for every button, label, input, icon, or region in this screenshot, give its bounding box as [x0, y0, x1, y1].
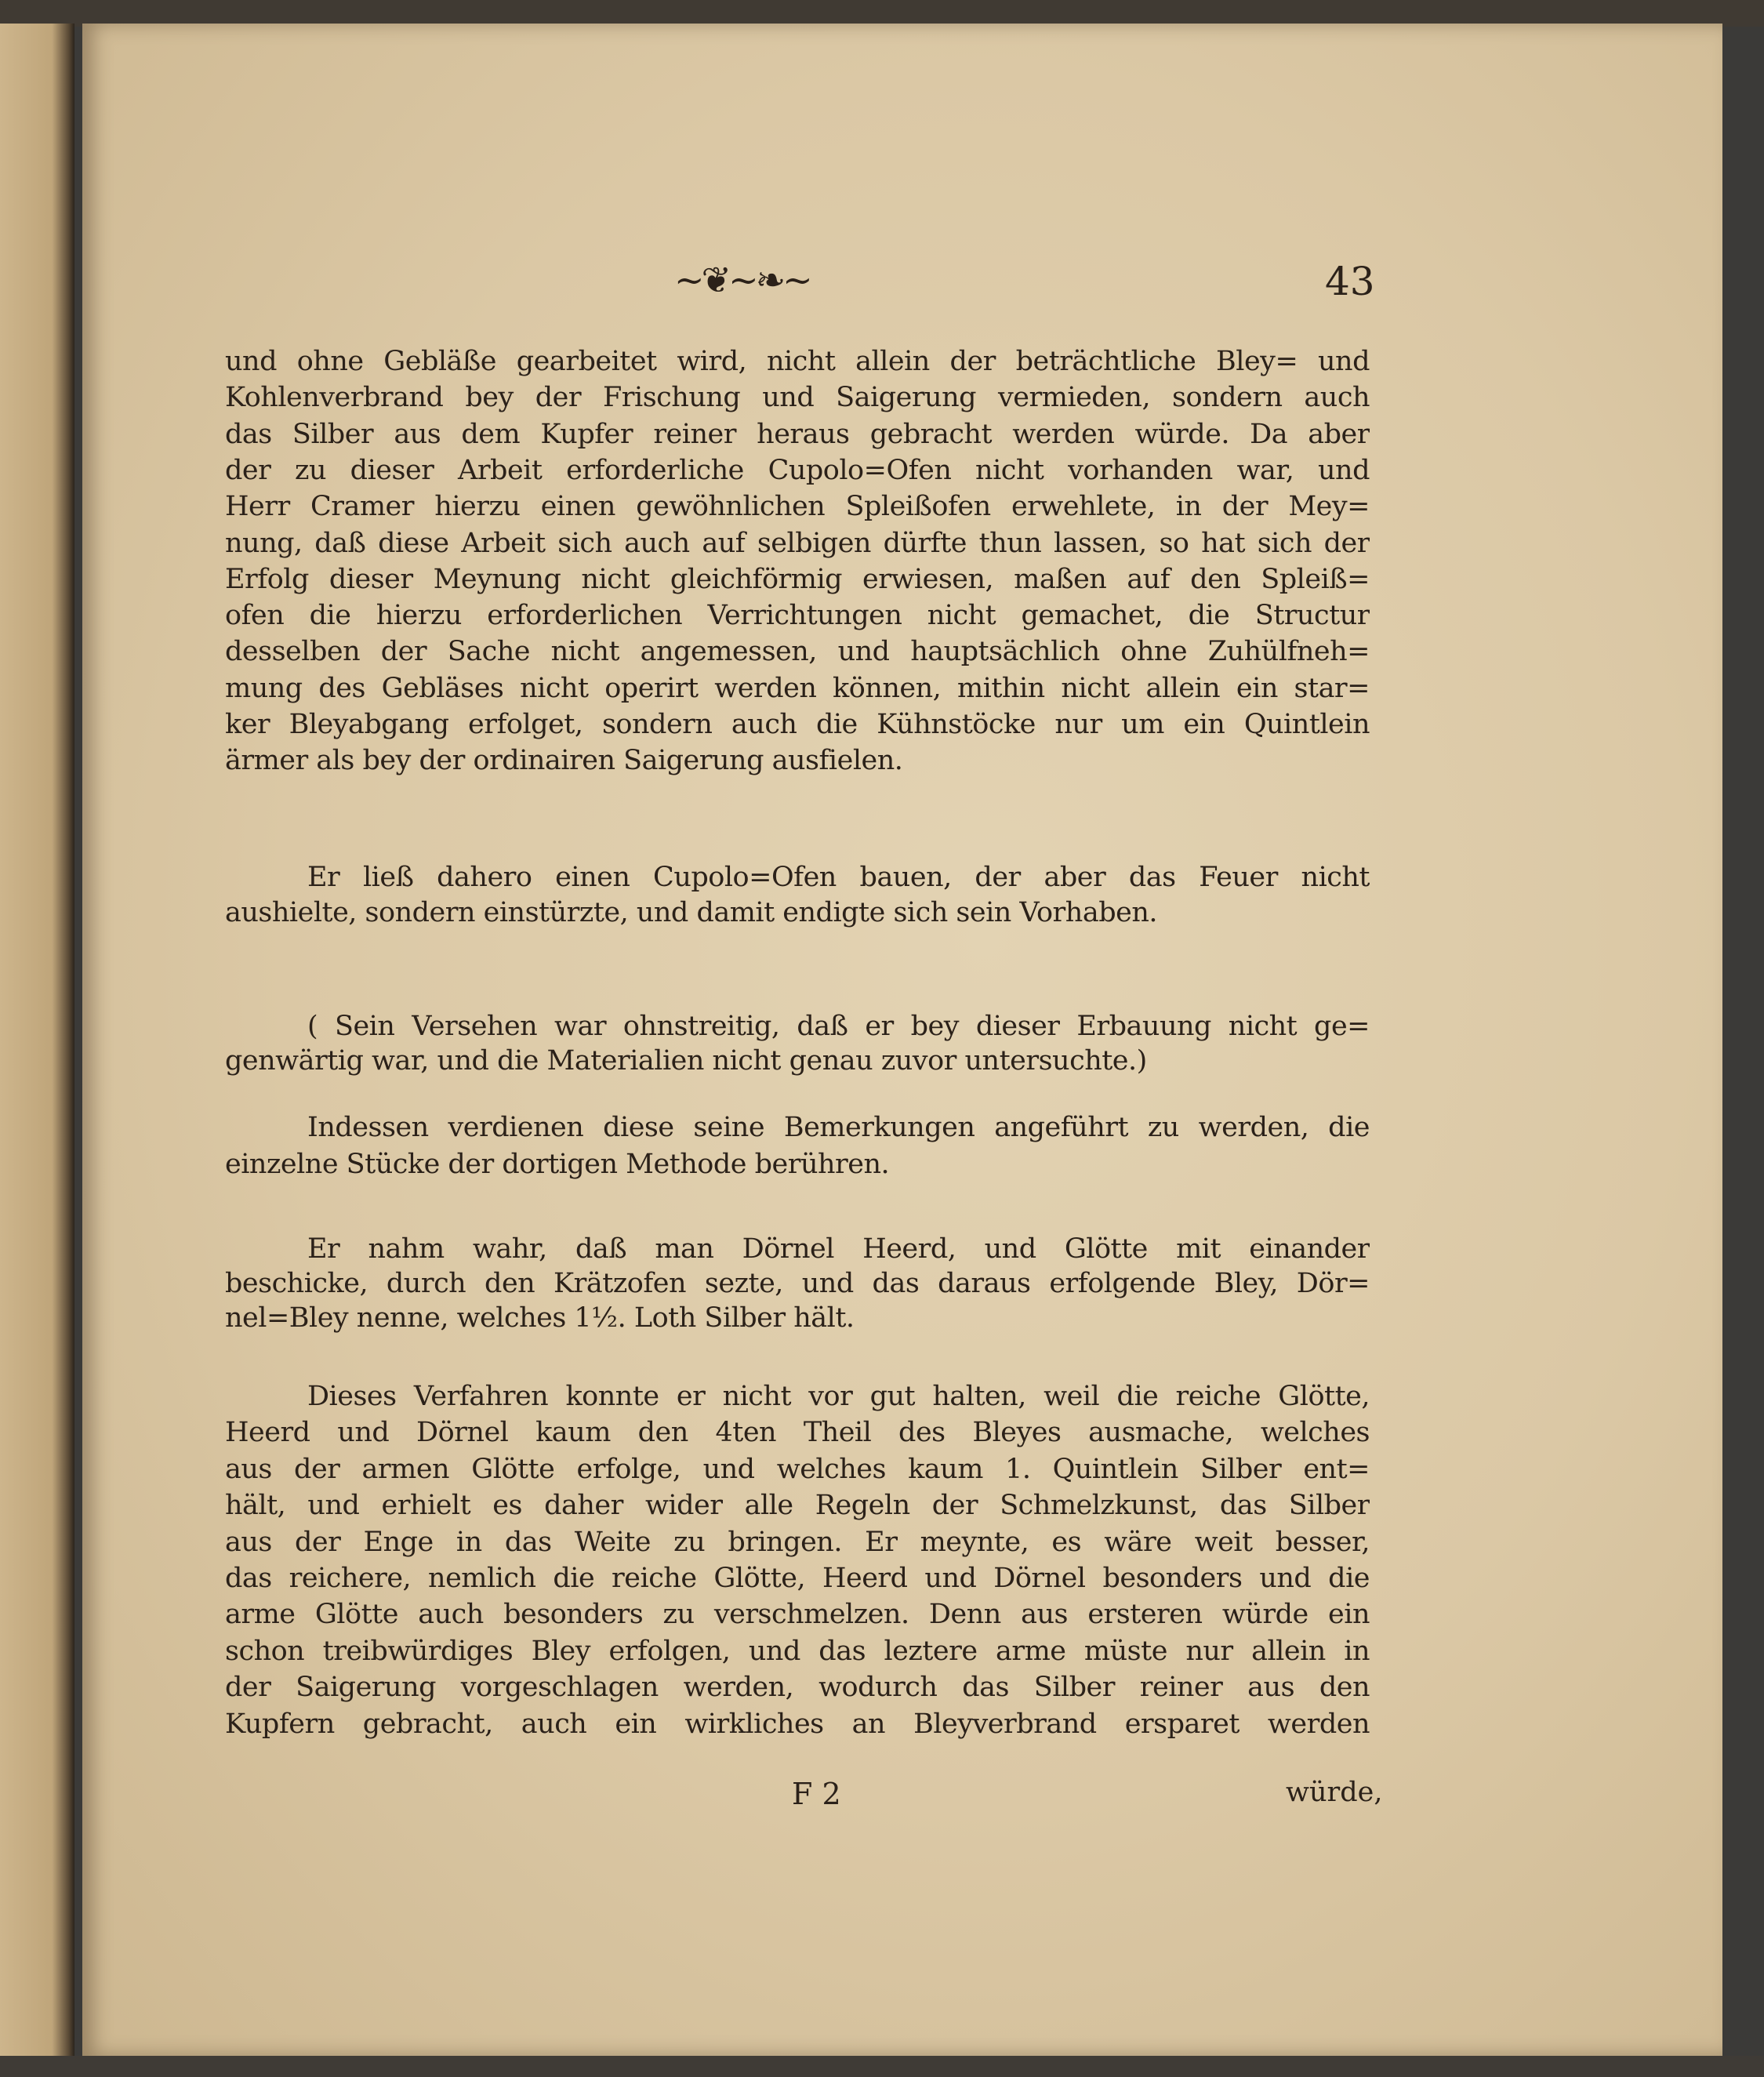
text-line: Herr Cramer hierzu einen gewöhnlichen Spleißofen erwehlete, in der Mey= — [225, 491, 1370, 523]
text-line: Heerd und Dörnel kaum den 4ten Theil des Bleyes ausmache, welches — [225, 1417, 1370, 1449]
text-line: genwärtig war, und die Materialien nicht genau zuvor untersuchte.) — [225, 1045, 1147, 1077]
text-line: ofen die hierzu erforderlichen Verrichtungen nicht gemachet, die Structur — [225, 600, 1370, 632]
facing-page-edge — [0, 24, 74, 2062]
text-line: schon treibwürdiges Bley erfolgen, und das leztere arme müste nur allein in — [225, 1635, 1370, 1667]
text-line: arme Glötte auch besonders zu verschmelzen. Denn aus ersteren würde ein — [225, 1599, 1370, 1631]
text-line: Kohlenverbrand bey der Frischung und Saigerung vermieden, sondern auch — [225, 382, 1370, 414]
text-line: ärmer als bey der ordinairen Saigerung ausfielen. — [225, 745, 903, 777]
text-line: Dieses Verfahren konnte er nicht vor gut halten, weil die reiche Glötte, — [307, 1381, 1370, 1412]
text-line: das Silber aus dem Kupfer reiner heraus gebracht werden würde. Da aber — [225, 418, 1370, 450]
page-number: 43 — [1325, 259, 1375, 304]
text-line: Indessen verdienen diese seine Bemerkungen angeführt zu werden, die — [307, 1112, 1370, 1143]
text-line: ker Bleyabgang erfolget, sondern auch die Kühnstöcke nur um ein Quintlein — [225, 709, 1370, 740]
text-line: ( Sein Versehen war ohnstreitig, daß er bey dieser Erbauung nicht ge= — [307, 1011, 1370, 1042]
text-line: aushielte, sondern einstürzte, und damit endigte sich sein Vorhaben. — [225, 897, 1157, 928]
text-line: einzelne Stücke der dortigen Methode berühren. — [225, 1149, 890, 1180]
text-line: Kupfern gebracht, auch ein wirkliches an Bleyverbrand ersparet werden — [225, 1708, 1370, 1740]
text-line: und ohne Gebläße gearbeitet wird, nicht allein der beträchtliche Bley= und — [225, 346, 1370, 377]
catchword: würde, — [1286, 1777, 1383, 1808]
scan-top-edge — [0, 0, 1764, 27]
text-line: desselben der Sache nicht angemessen, und hauptsächlich ohne Zuhülfneh= — [225, 636, 1370, 668]
text-line: der Saigerung vorgeschlagen werden, wodurch das Silber reiner aus den — [225, 1672, 1370, 1704]
printer-signature: F 2 — [792, 1777, 841, 1811]
text-line: Erfolg dieser Meynung nicht gleichförmig erwiesen, maßen auf den Spleiß= — [225, 563, 1370, 595]
text-line: aus der armen Glötte erfolge, und welches kaum 1. Quintlein Silber ent= — [225, 1453, 1370, 1485]
text-line: der zu dieser Arbeit erforderliche Cupolo=Ofen nicht vorhanden war, und — [225, 454, 1370, 486]
text-line: das reichere, nemlich die reiche Glötte, Heerd und Dörnel besonders und die — [225, 1563, 1370, 1594]
header-ornament: ~❦~❧~ — [674, 259, 810, 301]
scan-bottom-edge — [0, 2056, 1764, 2077]
text-line: mung des Gebläses nicht operirt werden können, mithin nicht allein ein star= — [225, 672, 1370, 704]
text-line: Er nahm wahr, daß man Dörnel Heerd, und Glötte mit einander — [307, 1233, 1370, 1265]
text-line: hält, und erhielt es daher wider alle Regeln der Schmelzkunst, das Silber — [225, 1490, 1370, 1522]
text-line: beschicke, durch den Krätzofen sezte, und das daraus erfolgende Bley, Dör= — [225, 1268, 1370, 1299]
text-line: nel=Bley nenne, welches 1½. Loth Silber hält. — [225, 1302, 855, 1334]
text-line: nung, daß diese Arbeit sich auch auf selbigen dürfte thun lassen, so hat sich der — [225, 527, 1370, 559]
text-line: Er ließ dahero einen Cupolo=Ofen bauen, der aber das Feuer nicht — [307, 862, 1370, 893]
text-line: aus der Enge in das Weite zu bringen. Er meynte, es wäre weit besser, — [225, 1526, 1370, 1558]
